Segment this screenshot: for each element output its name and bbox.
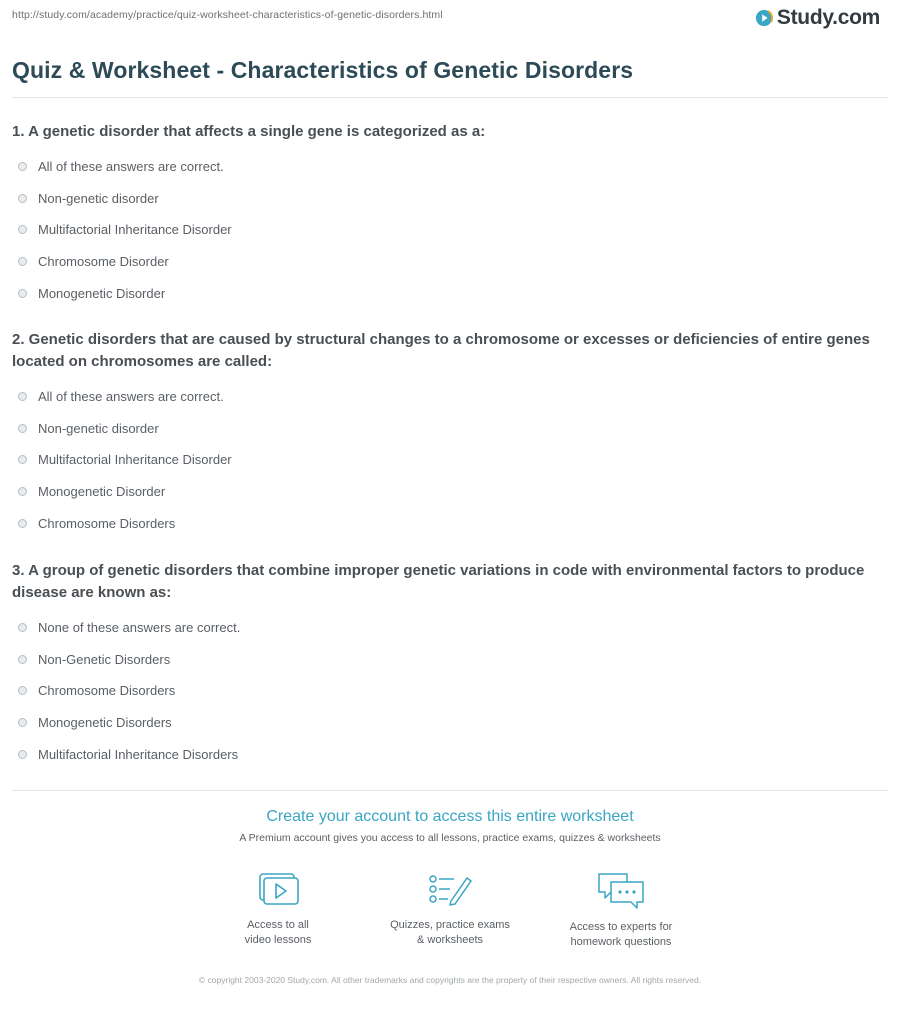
radio-icon[interactable]	[18, 487, 27, 496]
answer-option[interactable]	[12, 707, 886, 739]
answer-option[interactable]	[12, 507, 886, 539]
answer-option[interactable]	[12, 413, 886, 445]
question-text: 3. A group of genetic disorders that combine improper genetic variations in code with environmental factors to produce disease are known as:	[12, 562, 865, 601]
answer-label: All of these answers are correct.	[38, 389, 224, 405]
answer-option[interactable]	[12, 183, 886, 215]
answer-option[interactable]	[12, 277, 886, 309]
question-3	[12, 560, 886, 770]
feature-experts	[541, 870, 701, 950]
cta-divider	[12, 790, 888, 791]
title-divider	[12, 97, 888, 98]
radio-icon[interactable]	[18, 194, 27, 203]
answer-option[interactable]	[12, 675, 886, 707]
feature-line: Access to experts for	[569, 921, 673, 933]
answer-label: Non-genetic disorder	[38, 190, 159, 206]
answer-option[interactable]	[12, 151, 886, 183]
radio-icon[interactable]	[18, 257, 27, 266]
chat-bubbles-icon	[595, 870, 647, 912]
feature-line: Access to all	[247, 919, 309, 931]
radio-icon[interactable]	[18, 655, 27, 664]
quiz-worksheet-icon	[426, 870, 474, 910]
feature-line: video lessons	[244, 934, 312, 946]
radio-icon[interactable]	[18, 225, 27, 234]
radio-icon[interactable]	[18, 623, 27, 632]
feature-line: homework questions	[570, 936, 672, 948]
radio-icon[interactable]	[18, 519, 27, 528]
answer-options	[12, 612, 886, 770]
answer-option[interactable]	[12, 738, 886, 770]
answer-label: Chromosome Disorders	[38, 515, 176, 531]
radio-icon[interactable]	[18, 718, 27, 727]
radio-icon[interactable]	[18, 392, 27, 401]
answer-label: All of these answers are correct.	[38, 159, 224, 175]
answer-option[interactable]	[12, 476, 886, 508]
answer-options	[12, 381, 886, 539]
video-lesson-icon	[256, 870, 300, 910]
radio-icon[interactable]	[18, 750, 27, 759]
feature-quizzes	[370, 870, 530, 948]
feature-line: & worksheets	[416, 934, 484, 946]
page-title: Quiz & Worksheet - Characteristics of Genetic Disorders	[12, 57, 634, 83]
answer-option[interactable]	[12, 644, 886, 676]
answer-label: Monogenetic Disorder	[38, 285, 166, 301]
top-bar	[0, 0, 900, 40]
question-1	[12, 121, 886, 309]
answer-label: None of these answers are correct.	[38, 620, 241, 636]
answer-label: Chromosome Disorder	[38, 254, 169, 270]
copyright-notice: © copyright 2003-2020 Study.com. All other trademarks and copyrights are the property of their respective owners. All rights reserved.	[198, 975, 702, 985]
feature-label	[370, 918, 530, 948]
answer-label: Chromosome Disorders	[38, 683, 176, 699]
answer-label: Multifactorial Inheritance Disorder	[38, 222, 232, 238]
premium-description: A Premium account gives you access to all lessons, practice exams, quizzes & worksheets	[239, 832, 661, 844]
answer-option[interactable]	[12, 246, 886, 278]
answer-label: Multifactorial Inheritance Disorders	[38, 746, 239, 762]
radio-icon[interactable]	[18, 424, 27, 433]
logo-text: Study.com	[776, 6, 880, 29]
answer-label: Non-Genetic Disorders	[38, 651, 171, 667]
create-account-link[interactable]: Create your account to access this entire worksheet	[266, 808, 634, 825]
answer-label: Multifactorial Inheritance Disorder	[38, 452, 232, 468]
answer-label: Monogenetic Disorders	[38, 715, 172, 731]
feature-label	[541, 920, 701, 950]
answer-label: Monogenetic Disorder	[38, 484, 166, 500]
answer-option[interactable]	[12, 444, 886, 476]
feature-line: Quizzes, practice exams	[390, 919, 510, 931]
question-2	[12, 329, 886, 539]
study-logo[interactable]	[755, 6, 880, 30]
radio-icon[interactable]	[18, 289, 27, 298]
answer-option[interactable]	[12, 612, 886, 644]
play-logo-icon	[755, 9, 773, 27]
page-url[interactable]: http://study.com/academy/practice/quiz-worksheet-characteristics-of-genetic-disorders.html	[12, 9, 443, 21]
answer-options	[12, 151, 886, 309]
answer-label: Non-genetic disorder	[38, 420, 159, 436]
feature-video-lessons	[198, 870, 358, 948]
question-text: 1. A genetic disorder that affects a single gene is categorized as a:	[12, 123, 486, 140]
radio-icon[interactable]	[18, 455, 27, 464]
feature-label	[198, 918, 358, 948]
answer-option[interactable]	[12, 214, 886, 246]
question-text: 2. Genetic disorders that are caused by structural changes to a chromosome or excesses or deficiencies of entire genes located on chromosomes are called:	[12, 331, 870, 370]
answer-option[interactable]	[12, 381, 886, 413]
radio-icon[interactable]	[18, 162, 27, 171]
radio-icon[interactable]	[18, 686, 27, 695]
